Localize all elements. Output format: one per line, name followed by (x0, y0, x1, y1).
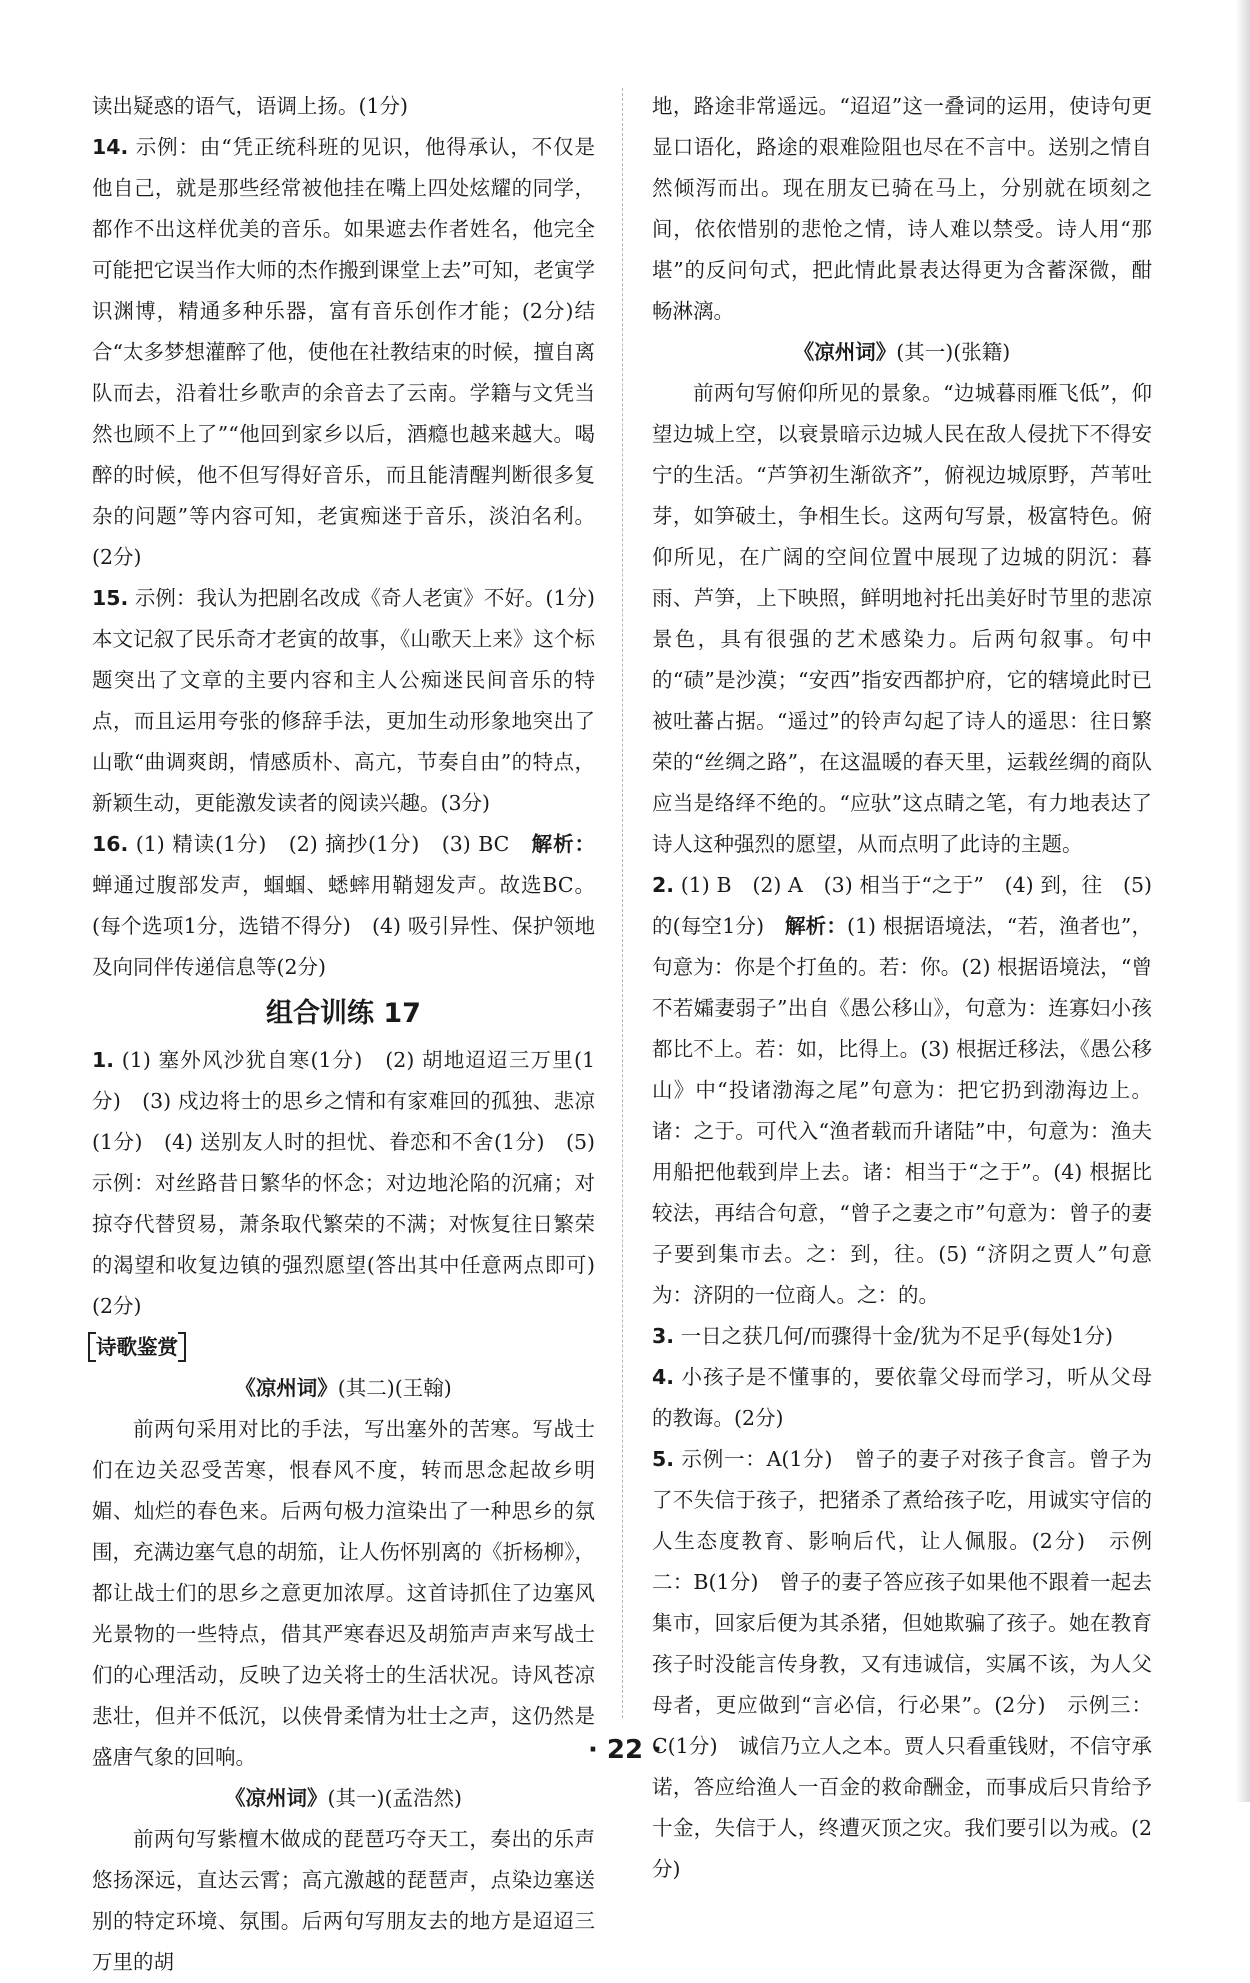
section-title: 组合训练 17 (266, 998, 421, 1029)
poem-name: 《凉州词》 (235, 1376, 338, 1400)
section-label (88, 1332, 186, 1362)
poem-name: 《凉州词》 (793, 340, 897, 364)
poem-analysis: 前两句采用对比的手法，写出塞外的苦寒。写战士们在边关忍受苦寒，恨春风不度，转而思念起故乡明媚、灿烂的春色来。后两句极力渲染出了一种思乡的氛围，充满边塞气息的胡笳，让人伤怀别离的《折杨柳》，都让战士们的思乡之意更加浓厚。这首诗抓住了边塞风光景物的一些特点，借其严寒春迟及胡笳声声来写战士们的心理活动，反映了边关将士的生活状况。诗风苍凉悲壮，但并不低沉，以侠骨柔情为壮士之声，这仍然是盛唐气象的回响。 (92, 1417, 595, 1769)
section-label-text: 诗歌鉴赏 (96, 1335, 178, 1359)
question-number: 3. (652, 1324, 675, 1348)
question-number: 2. (652, 873, 675, 897)
question-number: 1. (92, 1048, 115, 1072)
question-number: 16. (92, 832, 129, 856)
answer-text: 示例：我认为把剧名改成《奇人老寅》不好。(1分)本文记叙了民乐奇才老寅的故事，《山歌天上来》这个标题突出了文章的主要内容和主人公痴迷民间音乐的特点，而且运用夸张的修辞手法，更加生动形象地突出了山歌“曲调爽朗，情感质朴、高亢，节奏自由”的特点，新颖生动，更能激发读者的阅读兴趣。(3分) (92, 586, 595, 815)
question-number: 15. (92, 586, 129, 610)
answer-16 (92, 824, 595, 988)
answer-4 (652, 1357, 1152, 1439)
analysis-text: (1) 根据语境法，“若，渔者也”，句意为：你是个打鱼的。若：你。(2) 根据语境法，“曾不若孀妻弱子”出自《愚公移山》，句意为：连寡妇小孩都比不上。若：如，比得上。(3) 根据迁移法，《愚公移山》中“投诸渤海之尾”句意为：把它扔到渤海边上。诸：之于。可代入“渔者载而升诸陆”中，句意为：渔夫用船把他载到岸上去。诸：相当于“之于”。(4) 根据比较法，再结合句意，“曾子之妻之市”句意为：曾子的妻子要到集市去。之：到，往。(5) “济阴之贾人”句意为：济阴的一位商人。之：的。 (652, 914, 1153, 1307)
continued-paragraph: 读出疑惑的语气，语调上扬。(1分) (92, 94, 409, 118)
analysis-label: 解析： (531, 832, 595, 856)
answer-14 (92, 127, 595, 578)
answer-text: (1) 塞外风沙犹自寒(1分) (2) 胡地迢迢三万里(1分) (3) 戍边将士的思乡之情和有家难回的孤独、悲凉(1分) (4) 送别友人时的担忧、眷恋和不舍(1分) (5) 示例：对丝路昔日繁华的怀念；对边地沦陷的沉痛；对掠夺代替贸易，萧条取代繁荣的不满；对恢复往日繁荣的渴望和收复边镇的强烈愿望(答出其中任意两点即可)(2分) (92, 1048, 595, 1318)
poem-title (652, 332, 1152, 373)
answer-5 (652, 1439, 1152, 1890)
poem-name: 《凉州词》 (225, 1786, 328, 1810)
answer-text: 示例一：A(1分) 曾子的妻子对孩子食言。曾子为了不失信于孩子，把猪杀了煮给孩子吃，用诚实守信的人生态度教育、影响后代，让人佩服。(2分) 示例二：B(1分) 曾子的妻子答应孩子如果他不跟着一起去集市，回家后便为其杀猪，但她欺骗了孩子。她在教育孩子时没能言传身教，又有违诚信，实属不该，为人父母者，更应做到“言必信，行必果”。(2分) 示例三：C(1分) 诚信乃立人之本。贾人只看重钱财，不信守承诺，答应给渔人一百金的救命酬金，而事成后只肯给予十金，失信于人，终遭灭顶之灾。我们要引以为戒。(2分) (652, 1447, 1152, 1881)
poem-author: (其一)(张籍) (896, 340, 1011, 364)
question-number: 5. (652, 1447, 675, 1471)
page-number: · 22 · (587, 1735, 663, 1765)
poem-author: (其一)(孟浩然) (327, 1786, 462, 1810)
answer-text: 小孩子是不懂事的，要依靠父母而学习，听从父母的教诲。(2分) (652, 1365, 1152, 1430)
poem-author: (其二)(王翰) (337, 1376, 452, 1400)
continued-paragraph: 地，路途非常遥远。“迢迢”这一叠词的运用，使诗句更显口语化，路途的艰难险阻也尽在不言中。送别之情自然倾泻而出。现在朋友已骑在马上，分别就在顷刻之间，依依惜别的悲怆之情，诗人难以禁受。诗人用“那堪”的反问句式，把此情此景表达得更为含蓄深微，酣畅淋漓。 (652, 94, 1152, 323)
poem-analysis: 前两句写紫檀木做成的琵琶巧夺天工，奏出的乐声悠扬深远，直达云霄；高亢激越的琵琶声，点染边塞送别的特定环境、氛围。后两句写朋友去的地方是迢迢三万里的胡 (92, 1827, 595, 1974)
answer-3 (652, 1316, 1152, 1357)
answer-2 (652, 865, 1152, 1316)
question-number: 14. (92, 135, 129, 159)
column-divider (622, 88, 623, 1718)
answer-text: 示例：由“凭正统科班的见识，他得承认，不仅是他自己，就是那些经常被他挂在嘴上四处炫耀的同学，都作不出这样优美的音乐。如果遮去作者姓名，他完全可能把它误当作大师的杰作搬到课堂上去”可知，老寅学识渊博，精通多种乐器，富有音乐创作才能；(2分)结合“太多梦想灌醉了他，使他在社教结束的时候，擅自离队而去，沿着壮乡歌声的余音去了云南。学籍与文凭当然也顾不上了”“他回到家乡以后，酒瘾也越来越大。喝醉的时候，他不但写得好音乐，而且能清醒判断很多复杂的问题”等内容可知，老寅痴迷于音乐，淡泊名利。(2分) (92, 135, 595, 569)
answer-text: 一日之获几何/而骤得十金/犹为不足乎(每处1分) (680, 1324, 1113, 1348)
analysis-label: 解析： (784, 914, 848, 938)
poem-title (92, 1368, 595, 1409)
page-edge (1236, 0, 1250, 1802)
answer-text: (1) 精读(1分) (2) 摘抄(1分) (3) BC (135, 832, 532, 856)
poem-title (92, 1778, 595, 1819)
answer-1 (92, 1040, 595, 1327)
answer-text: (1) B (2) A (3) 相当于“之于” (4) 到，往 (5) 的(每空1分) (652, 873, 1152, 938)
right-column (652, 86, 1152, 1890)
poem-analysis: 前两句写俯仰所见的景象。“边城暮雨雁飞低”，仰望边城上空，以衰景暗示边城人民在敌人侵扰下不得安宁的生活。“芦笋初生渐欲齐”，俯视边城原野，芦苇吐芽，如笋破土，争相生长。这两句写景，极富特色。俯仰所见，在广阔的空间位置中展现了边城的阴沉：暮雨、芦笋，上下映照，鲜明地衬托出美好时节里的悲凉景色，具有很强的艺术感染力。后两句叙事。句中的“碛”是沙漠；“安西”指安西都护府，它的辖境此时已被吐蕃占据。“遥过”的铃声勾起了诗人的遥思：往日繁荣的“丝绸之路”，在这温暖的春天里，运载丝绸的商队应当是络绎不绝的。“应驮”这点睛之笔，有力地表达了诗人这种强烈的愿望，从而点明了此诗的主题。 (652, 381, 1152, 856)
question-number: 4. (652, 1365, 675, 1389)
left-column (92, 86, 595, 1983)
answer-15 (92, 578, 595, 824)
analysis-text: 蝉通过腹部发声，蝈蝈、蟋蟀用鞘翅发声。故选BC。(每个选项1分，选错不得分) (4) 吸引异性、保护领地及向同伴传递信息等(2分) (92, 873, 595, 979)
